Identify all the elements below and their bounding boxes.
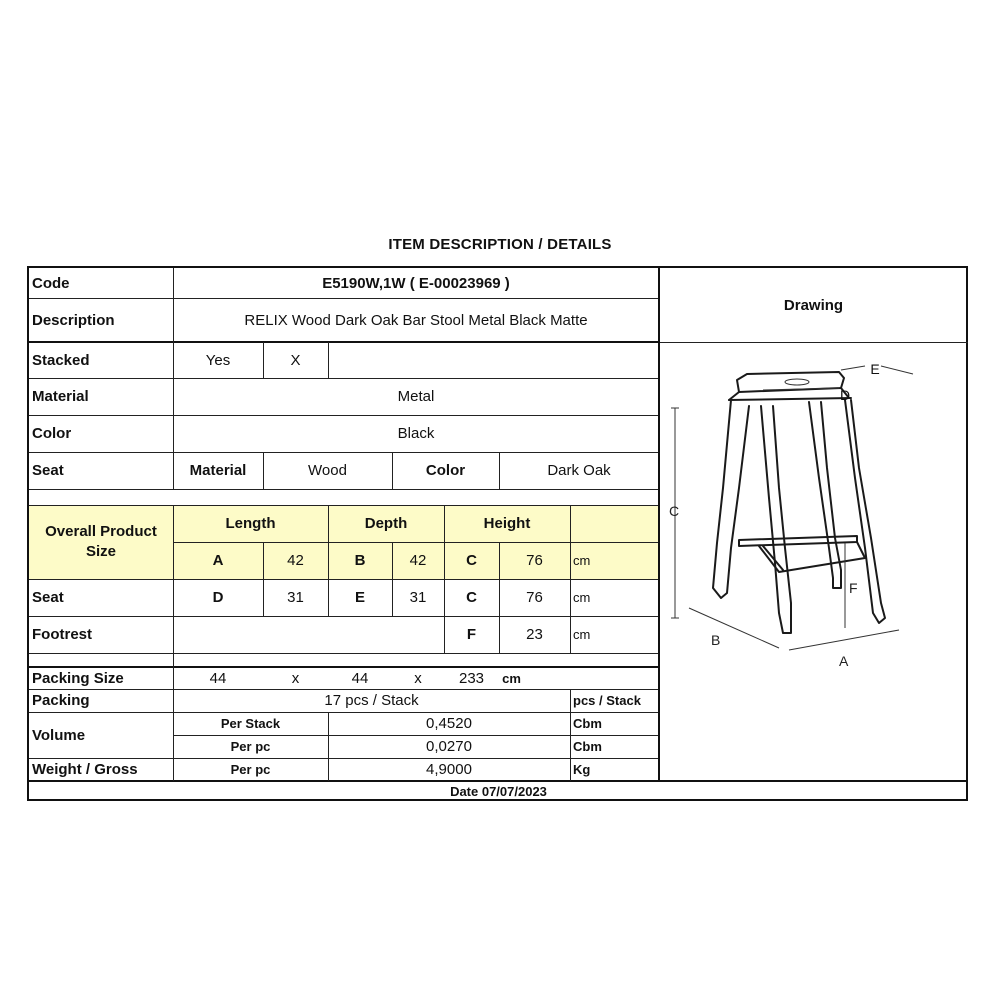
packing-size-x2: x bbox=[414, 669, 422, 687]
dim-label-f: F bbox=[849, 580, 858, 596]
date-footer: Date 07/07/2023 bbox=[450, 783, 547, 799]
stool-drawing bbox=[669, 348, 964, 768]
seat-material-label: Material bbox=[189, 462, 247, 479]
description-label: Description bbox=[32, 311, 115, 329]
seat-size-label: Seat bbox=[32, 589, 64, 606]
weight-unit: Kg bbox=[573, 762, 591, 777]
code-value: E5190W,1W ( E-00023969 ) bbox=[322, 274, 510, 292]
weight-value: 4,9000 bbox=[426, 761, 472, 778]
packing-size-unit: cm bbox=[502, 670, 521, 686]
height-header: Height bbox=[444, 505, 570, 542]
overall-unit: cm bbox=[570, 542, 659, 579]
footrest-f-value: 23 bbox=[526, 626, 543, 643]
overall-c-label: C bbox=[444, 542, 499, 579]
overall-c-value: 76 bbox=[499, 542, 570, 579]
overall-a-label: A bbox=[173, 542, 263, 579]
seat-label: Seat bbox=[32, 462, 64, 479]
document-title: ITEM DESCRIPTION / DETAILS bbox=[388, 236, 612, 253]
footrest-f-label: F bbox=[466, 626, 477, 643]
seat-d-value: 31 bbox=[287, 589, 304, 606]
seat-e-label: E bbox=[354, 589, 365, 606]
description-value: RELIX Wood Dark Oak Bar Stool Metal Black Matte bbox=[244, 311, 588, 329]
footrest-label: Footrest bbox=[32, 626, 92, 643]
volume-per-stack-unit: Cbm bbox=[573, 716, 602, 731]
seat-unit: cm bbox=[573, 590, 591, 605]
packing-size-width: 44 bbox=[351, 669, 369, 687]
volume-label: Volume bbox=[32, 726, 86, 744]
volume-per-stack-value: 0,4520 bbox=[426, 715, 472, 732]
overall-size-label: Overall Product Size bbox=[29, 505, 173, 579]
footrest-unit: cm bbox=[573, 627, 591, 642]
overall-b-value: 42 bbox=[392, 542, 444, 579]
drawing-label-d: D bbox=[839, 388, 851, 402]
volume-per-pc-label: Per pc bbox=[230, 739, 271, 754]
drawing-header: Drawing bbox=[783, 296, 844, 314]
weight-label: Weight / Gross bbox=[32, 761, 138, 778]
material-value: Metal bbox=[397, 388, 435, 405]
length-header: Length bbox=[173, 505, 328, 542]
material-label: Material bbox=[32, 388, 89, 405]
packing-size-label: Packing Size bbox=[32, 669, 124, 687]
seat-c-value: 76 bbox=[526, 589, 543, 606]
unit-header-blank bbox=[570, 505, 659, 542]
color-value: Black bbox=[397, 425, 435, 442]
depth-header: Depth bbox=[328, 505, 444, 542]
packing-size-x1: x bbox=[291, 669, 300, 687]
spec-table bbox=[27, 266, 968, 801]
footrest-bar bbox=[739, 536, 857, 546]
seat-d-label: D bbox=[212, 589, 224, 606]
volume-per-pc-value: 0,0270 bbox=[426, 738, 472, 755]
color-label: Color bbox=[32, 425, 72, 442]
seat-c-label: C bbox=[466, 589, 477, 606]
leg-rear-left bbox=[761, 406, 791, 633]
seat-color-value: Dark Oak bbox=[547, 462, 611, 479]
dim-e-line bbox=[839, 360, 919, 380]
drawing-label-e: E bbox=[870, 362, 880, 376]
stacked-yes: Yes bbox=[205, 351, 231, 369]
packing-unit: pcs / Stack bbox=[573, 693, 641, 708]
leg-rear-right bbox=[809, 402, 841, 588]
stacked-mark: X bbox=[290, 351, 301, 369]
dim-label-c: C bbox=[669, 503, 680, 519]
seat-color-label: Color bbox=[425, 462, 466, 479]
volume-per-stack-label: Per Stack bbox=[220, 716, 281, 731]
code-label: Code bbox=[32, 274, 70, 292]
packing-size-height: 233 bbox=[458, 669, 485, 687]
stacked-label: Stacked bbox=[32, 351, 90, 369]
dim-label-b: B bbox=[711, 632, 721, 648]
leg-front-left bbox=[713, 400, 749, 598]
weight-per-pc-label: Per pc bbox=[230, 762, 271, 777]
volume-per-pc-unit: Cbm bbox=[573, 739, 602, 754]
seat-material-value: Wood bbox=[308, 462, 347, 479]
packing-size-length: 44 bbox=[209, 669, 227, 687]
packing-label: Packing bbox=[32, 692, 90, 709]
dim-label-a: A bbox=[839, 653, 849, 669]
seat-e-value: 31 bbox=[409, 589, 427, 606]
overall-a-value: 42 bbox=[263, 542, 328, 579]
packing-value: 17 pcs / Stack bbox=[324, 692, 419, 709]
overall-b-label: B bbox=[328, 542, 392, 579]
